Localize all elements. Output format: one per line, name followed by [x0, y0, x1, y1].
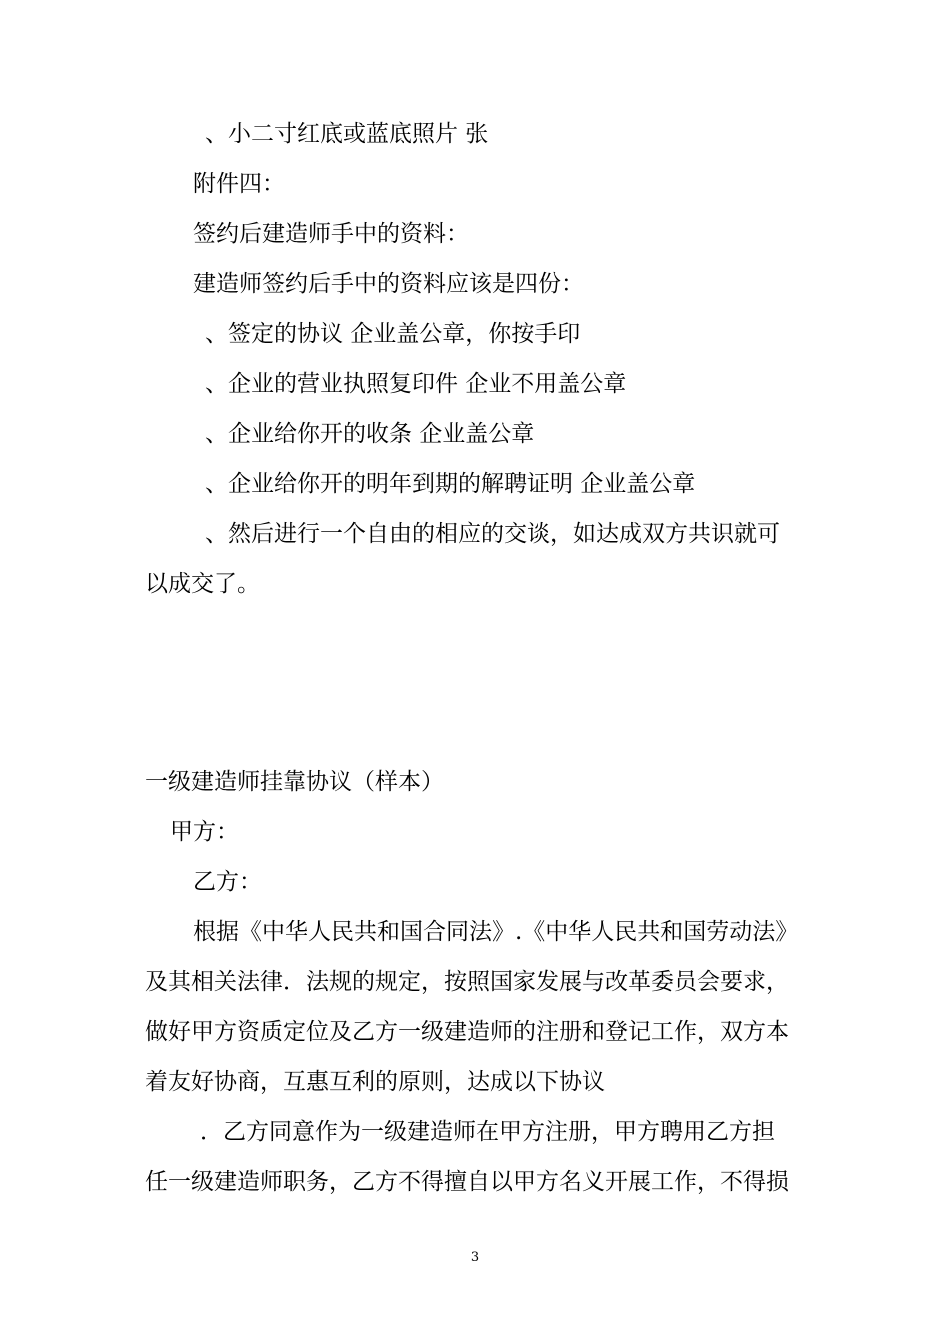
annex-title: 附件四： [193, 171, 285, 197]
materials-intro: 建造师签约后手中的资料应该是四份： [193, 271, 584, 297]
list-item: 、企业的营业执照复印件 企业不用盖公章 [205, 371, 627, 397]
page-number: 3 [470, 1250, 480, 1265]
closing-paragraph-line: 、然后进行一个自由的相应的交谈，如达成双方共识就可 [205, 521, 780, 547]
clause-line: 任一级建造师职务，乙方不得擅自以甲方名义开展工作，不得损 [145, 1169, 789, 1195]
photo-item-line: 、小二寸红底或蓝底照片 张 [205, 121, 489, 147]
materials-title: 签约后建造师手中的资料： [193, 221, 469, 247]
agreement-title: 一级建造师挂靠协议（样本） [145, 769, 444, 795]
preamble-line: 做好甲方资质定位及乙方一级建造师的注册和登记工作，双方本 [145, 1019, 789, 1045]
party-a-label: 甲方： [170, 819, 239, 845]
list-item: 、企业给你开的明年到期的解聘证明 企业盖公章 [205, 471, 696, 497]
list-item: 、签定的协议 企业盖公章，你按手印 [205, 321, 581, 347]
party-b-label: 乙方： [193, 869, 262, 895]
clause-line: ．乙方同意作为一级建造师在甲方注册，甲方聘用乙方担 [200, 1119, 775, 1145]
list-item: 、企业给你开的收条 企业盖公章 [205, 421, 535, 447]
preamble-line: 及其相关法律．法规的规定，按照国家发展与改革委员会要求， [145, 969, 789, 995]
preamble-line: 着友好协商，互惠互利的原则，达成以下协议 [145, 1069, 605, 1095]
closing-paragraph-line: 以成交了。 [145, 571, 260, 597]
preamble-line: 根据《中华人民共和国合同法》.《中华人民共和国劳动法》 [193, 919, 799, 945]
